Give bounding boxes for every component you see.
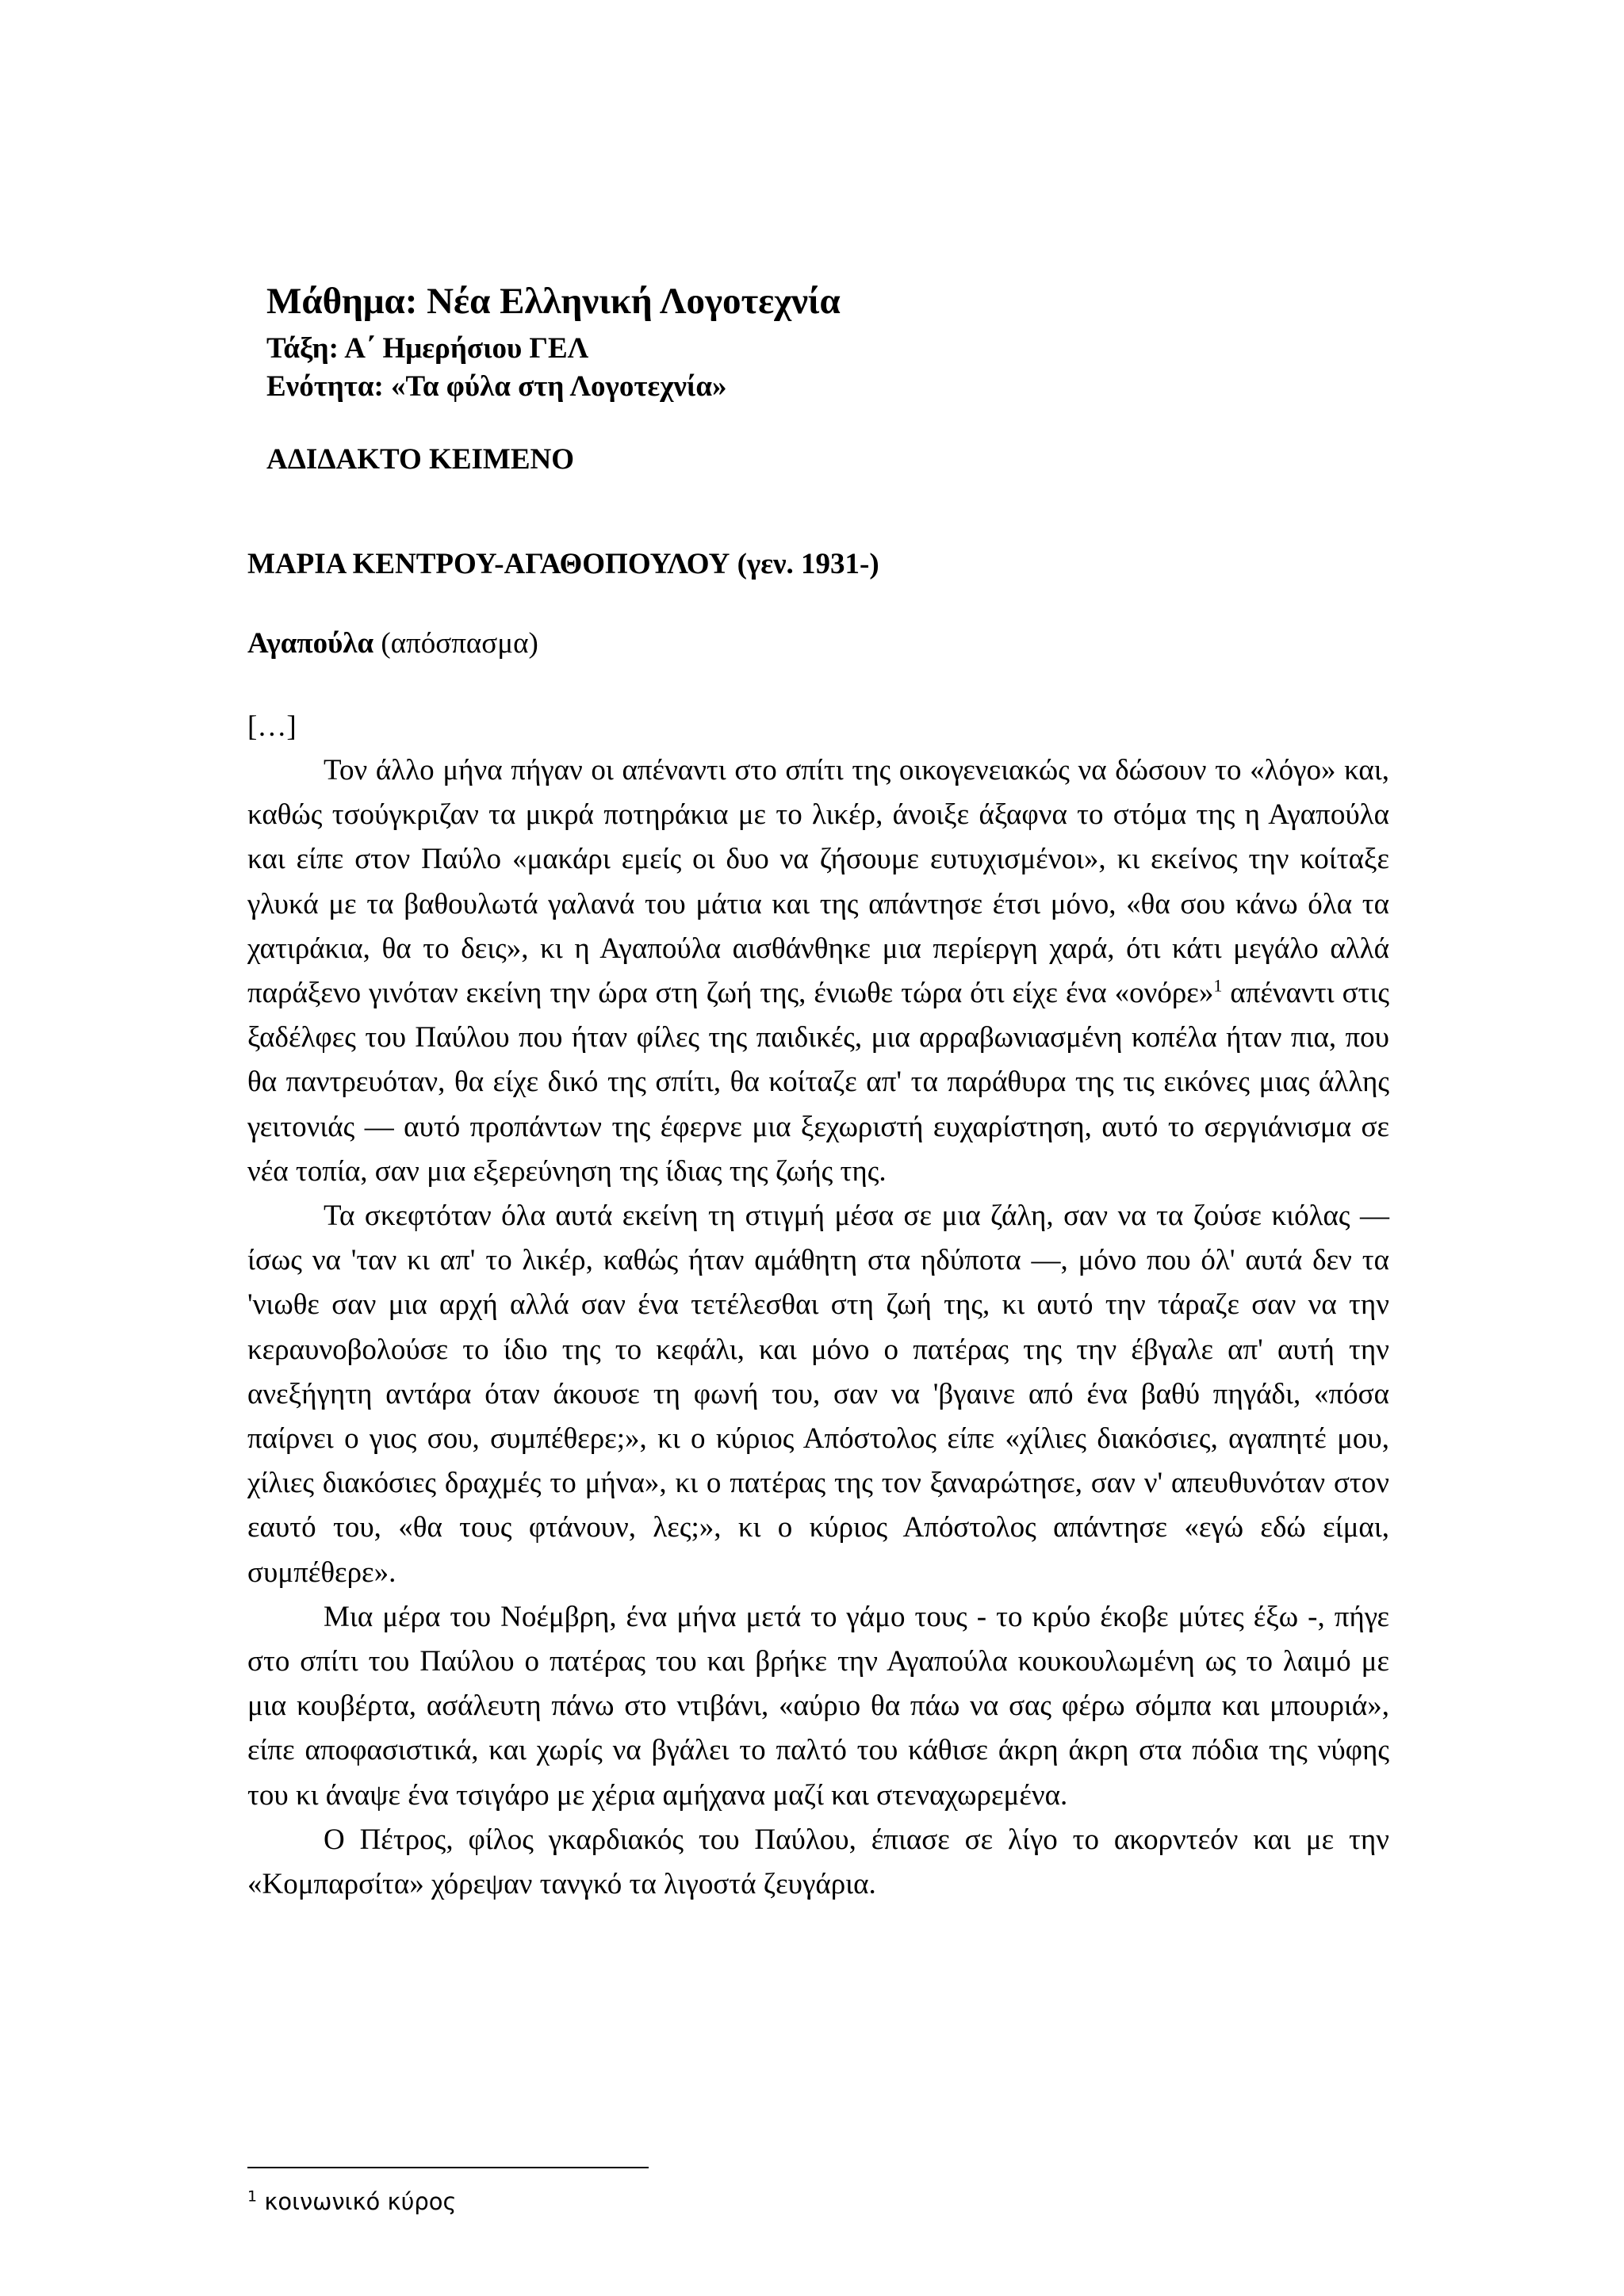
paragraph-1-part-b: απέναντι στις ξαδέλφες του Παύλου που ήταν φίλες της παιδικές, μια αρραβωνιασμένη κοπέλα ήταν πια, που θα παντρευόταν, θα είχε δικό της σπίτι, θα κοίταζε απ' τα παράθυρα της τις εικόνες μιας άλλης γειτονιάς — αυτό προπάντων της έφερνε μια ξεχωριστή ευχαρίστηση, αυτό το σεργιάνισμα σε νέα τοπία, σαν μια εξερεύνηση της ίδιας της ζωής της. [247,977,1389,1188]
omission-marker: […] [247,710,297,743]
paragraph-2: Τα σκεφτόταν όλα αυτά εκείνη τη στιγμή μέσα σε μια ζάλη, σαν να τα ζούσε κιόλας — ίσως να 'ταν κι απ' το λικέρ, καθώς ήταν αμάθητη στα ηδύποτα —, μόνο που όλ' αυτά δεν τα 'νιωθε σαν μια αρχή αλλά σαν ένα τετέλεσθαι στη ζωή της, κι αυτό την τάραζε σαν να την κεραυνοβολούσε το ίδιο της το κεφάλι, και μόνο ο πατέρας της την έβγαλε απ' αυτή την ανεξήγητη αντάρα όταν άκουσε τη φωνή του, σαν να 'βγαινε από ένα βαθύ πηγάδι, «πόσα παίρνει ο γιος σου, συμπέθερε;», κι ο κύριος Απόστολος είπε «χίλιες διακόσιες, αγαπητέ μου, χίλιες διακόσιες δραχμές το μήνα», κι ο πατέρας της τον ξαναρώτησε, σαν ν' απευθυνόταν στον εαυτό του, «θα τους φτάνουν, λες;», κι ο κύριος Απόστολος απάντησε «εγώ εδώ είμαι, συμπέθερε». [247,1200,1389,1589]
footnote-text: κοινωνικό κύρος [264,2188,457,2215]
paragraph-1 [247,748,1389,1194]
excerpt-body [247,748,1389,1907]
footnote-marker: 1 [247,2187,258,2206]
work-title-name: Αγαπούλα [247,627,374,660]
unit-line: Ενότητα: «Τα φύλα στη Λογοτεχνία» [266,370,727,403]
paragraph-1-part-a: Τον άλλο μήνα πήγαν οι απέναντι στο σπίτι της οικογενειακώς να δώσουν το «λόγο» και, καθώς τσούγκριζαν τα μικρά ποτηράκια με το λικέρ, άνοιξε άξαφνα το στόμα της η Αγαπούλα και είπε στον Παύλο «μακάρι εμείς οι δυο να ζήσουμε ευτυχισμένοι», κι εκείνος την κοίταξε γλυκά με τα βαθουλωτά γαλανά του μάτια και της απάντησε έτσι μόνο, «θα σου κάνω όλα τα χατιράκια, θα το δεις», κι η Αγαπούλα αισθάνθηκε μια περίεργη χαρά, ότι κάτι μεγάλο αλλά παράξενο γινόταν εκείνη την ώρα στη ζωή της, ένιωθε τώρα ότι είχε ένα «ονόρε» [247,754,1389,1010]
course-title: Μάθημα: Νέα Ελληνική Λογοτεχνία [266,281,841,322]
paragraph-4: Ο Πέτρος, φίλος γκαρδιακός του Παύλου, έπιασε σε λίγο το ακορντεόν και με την «Κομπαρσίτα» χόρεψαν τανγκό τα λιγοστά ζευγάρια. [247,1823,1389,1901]
class-line: Τάξη: Α΄ Ημερήσιου ΓΕΛ [266,332,589,365]
paragraph-3: Μια μέρα του Νοέμβρη, ένα μήνα μετά το γάμο τους - το κρύο έκοβε μύτες έξω -, πήγε στο σπίτι του Παύλου ο πατέρας του και βρήκε την Αγαπούλα κουκουλωμένη ως το λαιμό με μια κουβέρτα, ασάλευτη πάνω στο ντιβάνι, «αύριο θα πάω να σας φέρω σόμπα και μπουριά», είπε αποφασιστικά, και χωρίς να βγάλει το παλτό του κάθισε άκρη άκρη στα πόδια της νύφης του κι άναψε ένα τσιγάρο με χέρια αμήχανα μαζί και στεναχωρεμένα. [247,1600,1389,1812]
unseen-text-label: ΑΔΙΔΑΚΤΟ ΚΕΙΜΕΝΟ [266,443,575,476]
work-title [247,626,538,661]
footnote [247,2188,457,2216]
work-title-note: (απόσπασμα) [381,627,538,660]
footnote-divider [247,2167,649,2168]
author-line: ΜΑΡΙΑ ΚΕΝΤΡΟΥ-ΑΓΑΘΟΠΟΥΛΟΥ (γεν. 1931-) [247,548,879,580]
footnote-reference: 1 [1213,975,1223,996]
